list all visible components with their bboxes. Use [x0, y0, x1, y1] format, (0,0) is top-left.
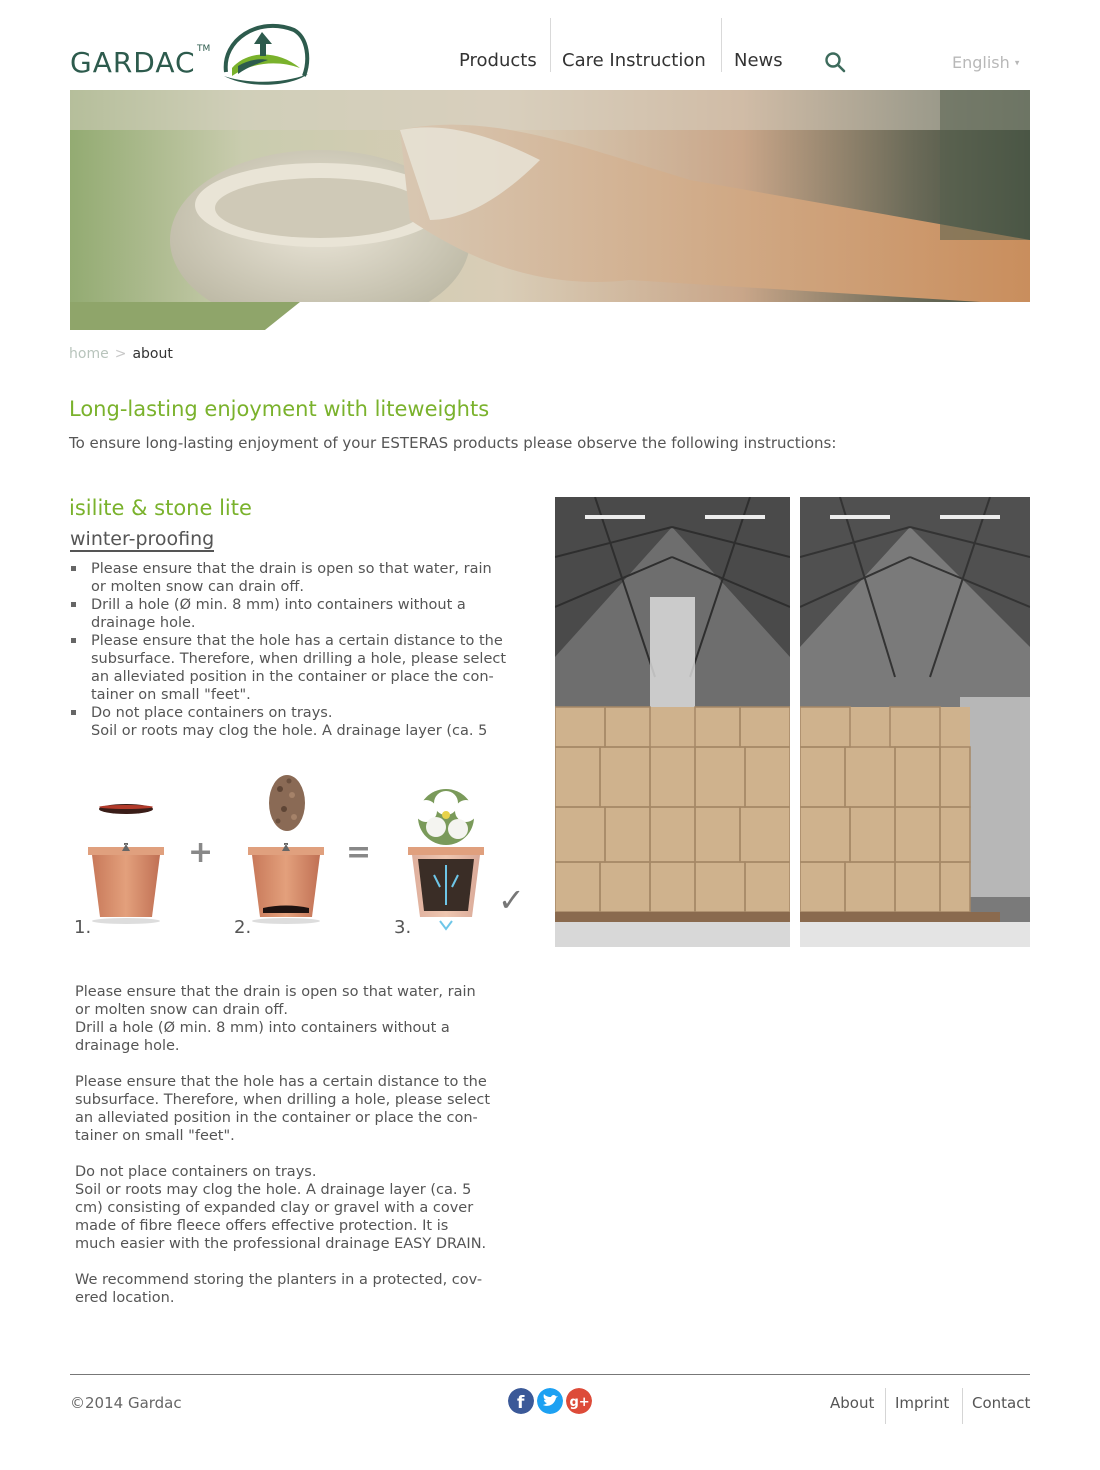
- svg-text:g+: g+: [569, 1395, 590, 1410]
- twitter-icon[interactable]: [537, 1388, 563, 1414]
- instructions-body: [75, 983, 535, 1325]
- gravel-icon: [269, 775, 305, 831]
- footer-link-divider: [885, 1388, 886, 1424]
- language-label: English: [952, 53, 1010, 72]
- nav-news[interactable]: News: [734, 50, 783, 71]
- step-1-label: 1.: [74, 917, 92, 938]
- hero-image-pottery: [70, 90, 1030, 330]
- google-plus-icon[interactable]: [566, 1388, 592, 1414]
- pot-icon: [88, 847, 164, 924]
- warehouse-photo: [555, 497, 790, 947]
- flower-pot-icon: [408, 789, 484, 929]
- footer-link-contact[interactable]: Contact: [972, 1394, 1031, 1412]
- paragraph: Please ensure that the hole has a certain distance to the subsurface. Therefore, when drilling a hole, please select an alleviated position in the container or place the con- tainer on small "feet".: [75, 1074, 491, 1144]
- list-item: Please ensure that the hole has a certain distance to the subsurface. Therefore, when drilling a hole, please select an alleviated position in the container or place the con- tainer on small "feet".: [69, 632, 539, 704]
- section-subtitle: winter-proofing: [70, 528, 215, 550]
- footer-link-about[interactable]: About: [830, 1394, 875, 1412]
- breadcrumb: [69, 346, 173, 362]
- drainage-diagram: [70, 765, 540, 945]
- logo-wordmark: GARDAC: [70, 46, 196, 79]
- instruction-list: [69, 560, 539, 740]
- pot-icon: [248, 847, 324, 924]
- plus-icon: +: [188, 835, 214, 870]
- logo-leaf-icon: [218, 20, 310, 85]
- list-item: Do not place containers on trays. Soil or roots may clog the hole. A drainage layer (ca. 5: [69, 704, 539, 740]
- footer-link-imprint[interactable]: Imprint: [895, 1394, 950, 1412]
- checkmark-icon: ✓: [498, 881, 525, 919]
- breadcrumb-home-link[interactable]: home: [69, 346, 109, 362]
- breadcrumb-separator: >: [114, 346, 127, 362]
- copyright: ©2014 Gardac: [70, 1394, 182, 1412]
- list-item: Drill a hole (Ø min. 8 mm) into containers without a drainage hole.: [69, 596, 539, 632]
- nav-care-instruction[interactable]: Care Instruction: [562, 50, 706, 71]
- logo-trademark: TM: [197, 44, 211, 54]
- page-title: Long-lasting enjoyment with liteweights: [69, 397, 490, 421]
- paragraph: Please ensure that the drain is open so that water, rain or molten snow can drain off. Drill a hole (Ø min. 8 mm) into containers without a drainage hole.: [75, 984, 476, 1054]
- nav-products[interactable]: Products: [459, 50, 537, 71]
- list-item: Please ensure that the drain is open so that water, rain or molten snow can drain off.: [69, 560, 539, 596]
- step-2-label: 2.: [234, 917, 252, 938]
- paragraph: We recommend storing the planters in a protected, cov- ered location.: [75, 1272, 483, 1306]
- section-title: isilite & stone lite: [69, 496, 252, 520]
- chevron-down-icon: ▾: [1014, 58, 1020, 69]
- nav-divider: [721, 18, 722, 72]
- paragraph: Do not place containers on trays. Soil or roots may clog the hole. A drainage layer (ca. 5 cm) consisting of expanded clay or gravel with a cover made of fibre fleece offers effective protection. It is much easier with the professional drainage EASY DRAIN.: [75, 1164, 487, 1252]
- breadcrumb-current: about: [132, 346, 173, 362]
- language-selector[interactable]: [952, 53, 1019, 72]
- step-3-label: 3.: [394, 917, 412, 938]
- footer-link-divider: [962, 1388, 963, 1424]
- logo[interactable]: [70, 20, 315, 85]
- svg-text:f: f: [517, 1393, 525, 1413]
- nav-divider: [550, 18, 551, 72]
- intro-text: To ensure long-lasting enjoyment of your ESTERAS products please observe the following instructions:: [69, 434, 837, 452]
- search-icon[interactable]: [824, 51, 846, 73]
- warehouse-photo: [800, 497, 1030, 947]
- facebook-icon[interactable]: [508, 1388, 534, 1414]
- equals-icon: =: [346, 835, 372, 870]
- footer-divider: [70, 1374, 1030, 1375]
